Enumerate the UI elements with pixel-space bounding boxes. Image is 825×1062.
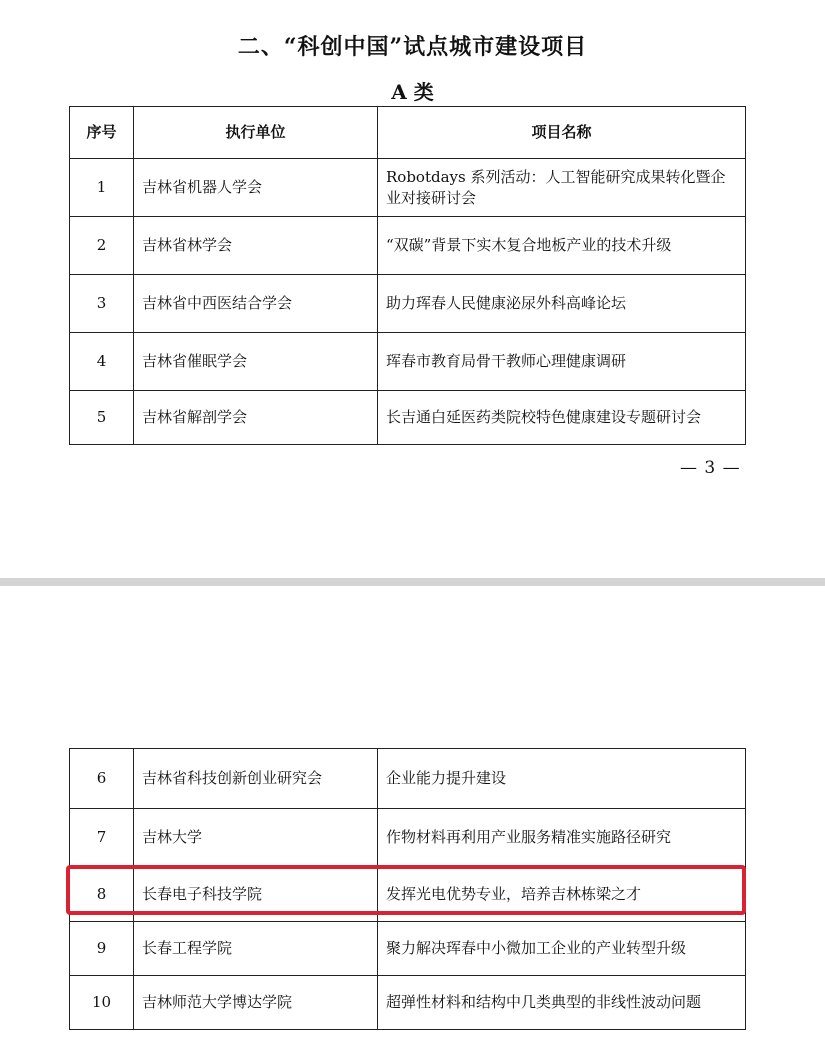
- row-number: 9: [70, 922, 134, 976]
- row-project: 长吉通白延医药类院校特色健康建设专题研讨会: [378, 391, 746, 445]
- header-project: 项目名称: [378, 107, 746, 159]
- highlight-box: [66, 865, 746, 915]
- row-unit: 吉林省中西医结合学会: [134, 275, 378, 333]
- table-row: [70, 333, 746, 391]
- row-number: 4: [70, 333, 134, 391]
- row-project: “双碳”背景下实木复合地板产业的技术升级: [378, 217, 746, 275]
- row-project: 珲春市教育局骨干教师心理健康调研: [378, 333, 746, 391]
- row-unit: 吉林省催眠学会: [134, 333, 378, 391]
- row-project: 超弹性材料和结构中几类典型的非线性波动问题: [378, 976, 746, 1030]
- table-row: [70, 976, 746, 1030]
- header-unit: 执行单位: [134, 107, 378, 159]
- row-number: 8: [70, 867, 134, 922]
- row-unit: 长春电子科技学院: [134, 867, 378, 922]
- table-row: [70, 749, 746, 809]
- row-unit: 吉林省林学会: [134, 217, 378, 275]
- table-row: [70, 217, 746, 275]
- row-project: 助力珲春人民健康泌尿外科高峰论坛: [378, 275, 746, 333]
- row-number: 3: [70, 275, 134, 333]
- row-number: 10: [70, 976, 134, 1030]
- row-project: 作物材料再利用产业服务精准实施路径研究: [378, 809, 746, 867]
- row-project: 聚力解决珲春中小微加工企业的产业转型升级: [378, 922, 746, 976]
- header-number: 序号: [70, 107, 134, 159]
- row-number: 6: [70, 749, 134, 809]
- page-number: — 3 —: [680, 458, 741, 478]
- table-row: [70, 275, 746, 333]
- row-unit: 长春工程学院: [134, 922, 378, 976]
- row-unit: 吉林师范大学博达学院: [134, 976, 378, 1030]
- table-header-row: [70, 107, 746, 159]
- table-row: [70, 391, 746, 445]
- row-project: Robotdays 系列活动：人工智能研究成果转化暨企业对接研讨会: [378, 159, 746, 217]
- table-row: [70, 922, 746, 976]
- table-row: [70, 159, 746, 217]
- row-number: 7: [70, 809, 134, 867]
- row-unit: 吉林省解剖学会: [134, 391, 378, 445]
- row-number: 5: [70, 391, 134, 445]
- row-unit: 吉林省机器人学会: [134, 159, 378, 217]
- page-title: 二、“科创中国”试点城市建设项目: [237, 34, 588, 60]
- table-row: [70, 809, 746, 867]
- row-number: 2: [70, 217, 134, 275]
- row-project: 发挥光电优势专业，培养吉林栋梁之才: [378, 867, 746, 922]
- row-project: 企业能力提升建设: [378, 749, 746, 809]
- row-unit: 吉林大学: [134, 809, 378, 867]
- category-subtitle: A 类: [391, 80, 434, 104]
- page-separator: [0, 578, 825, 586]
- project-table-a: [69, 106, 746, 445]
- row-unit: 吉林省科技创新创业研究会: [134, 749, 378, 809]
- row-number: 1: [70, 159, 134, 217]
